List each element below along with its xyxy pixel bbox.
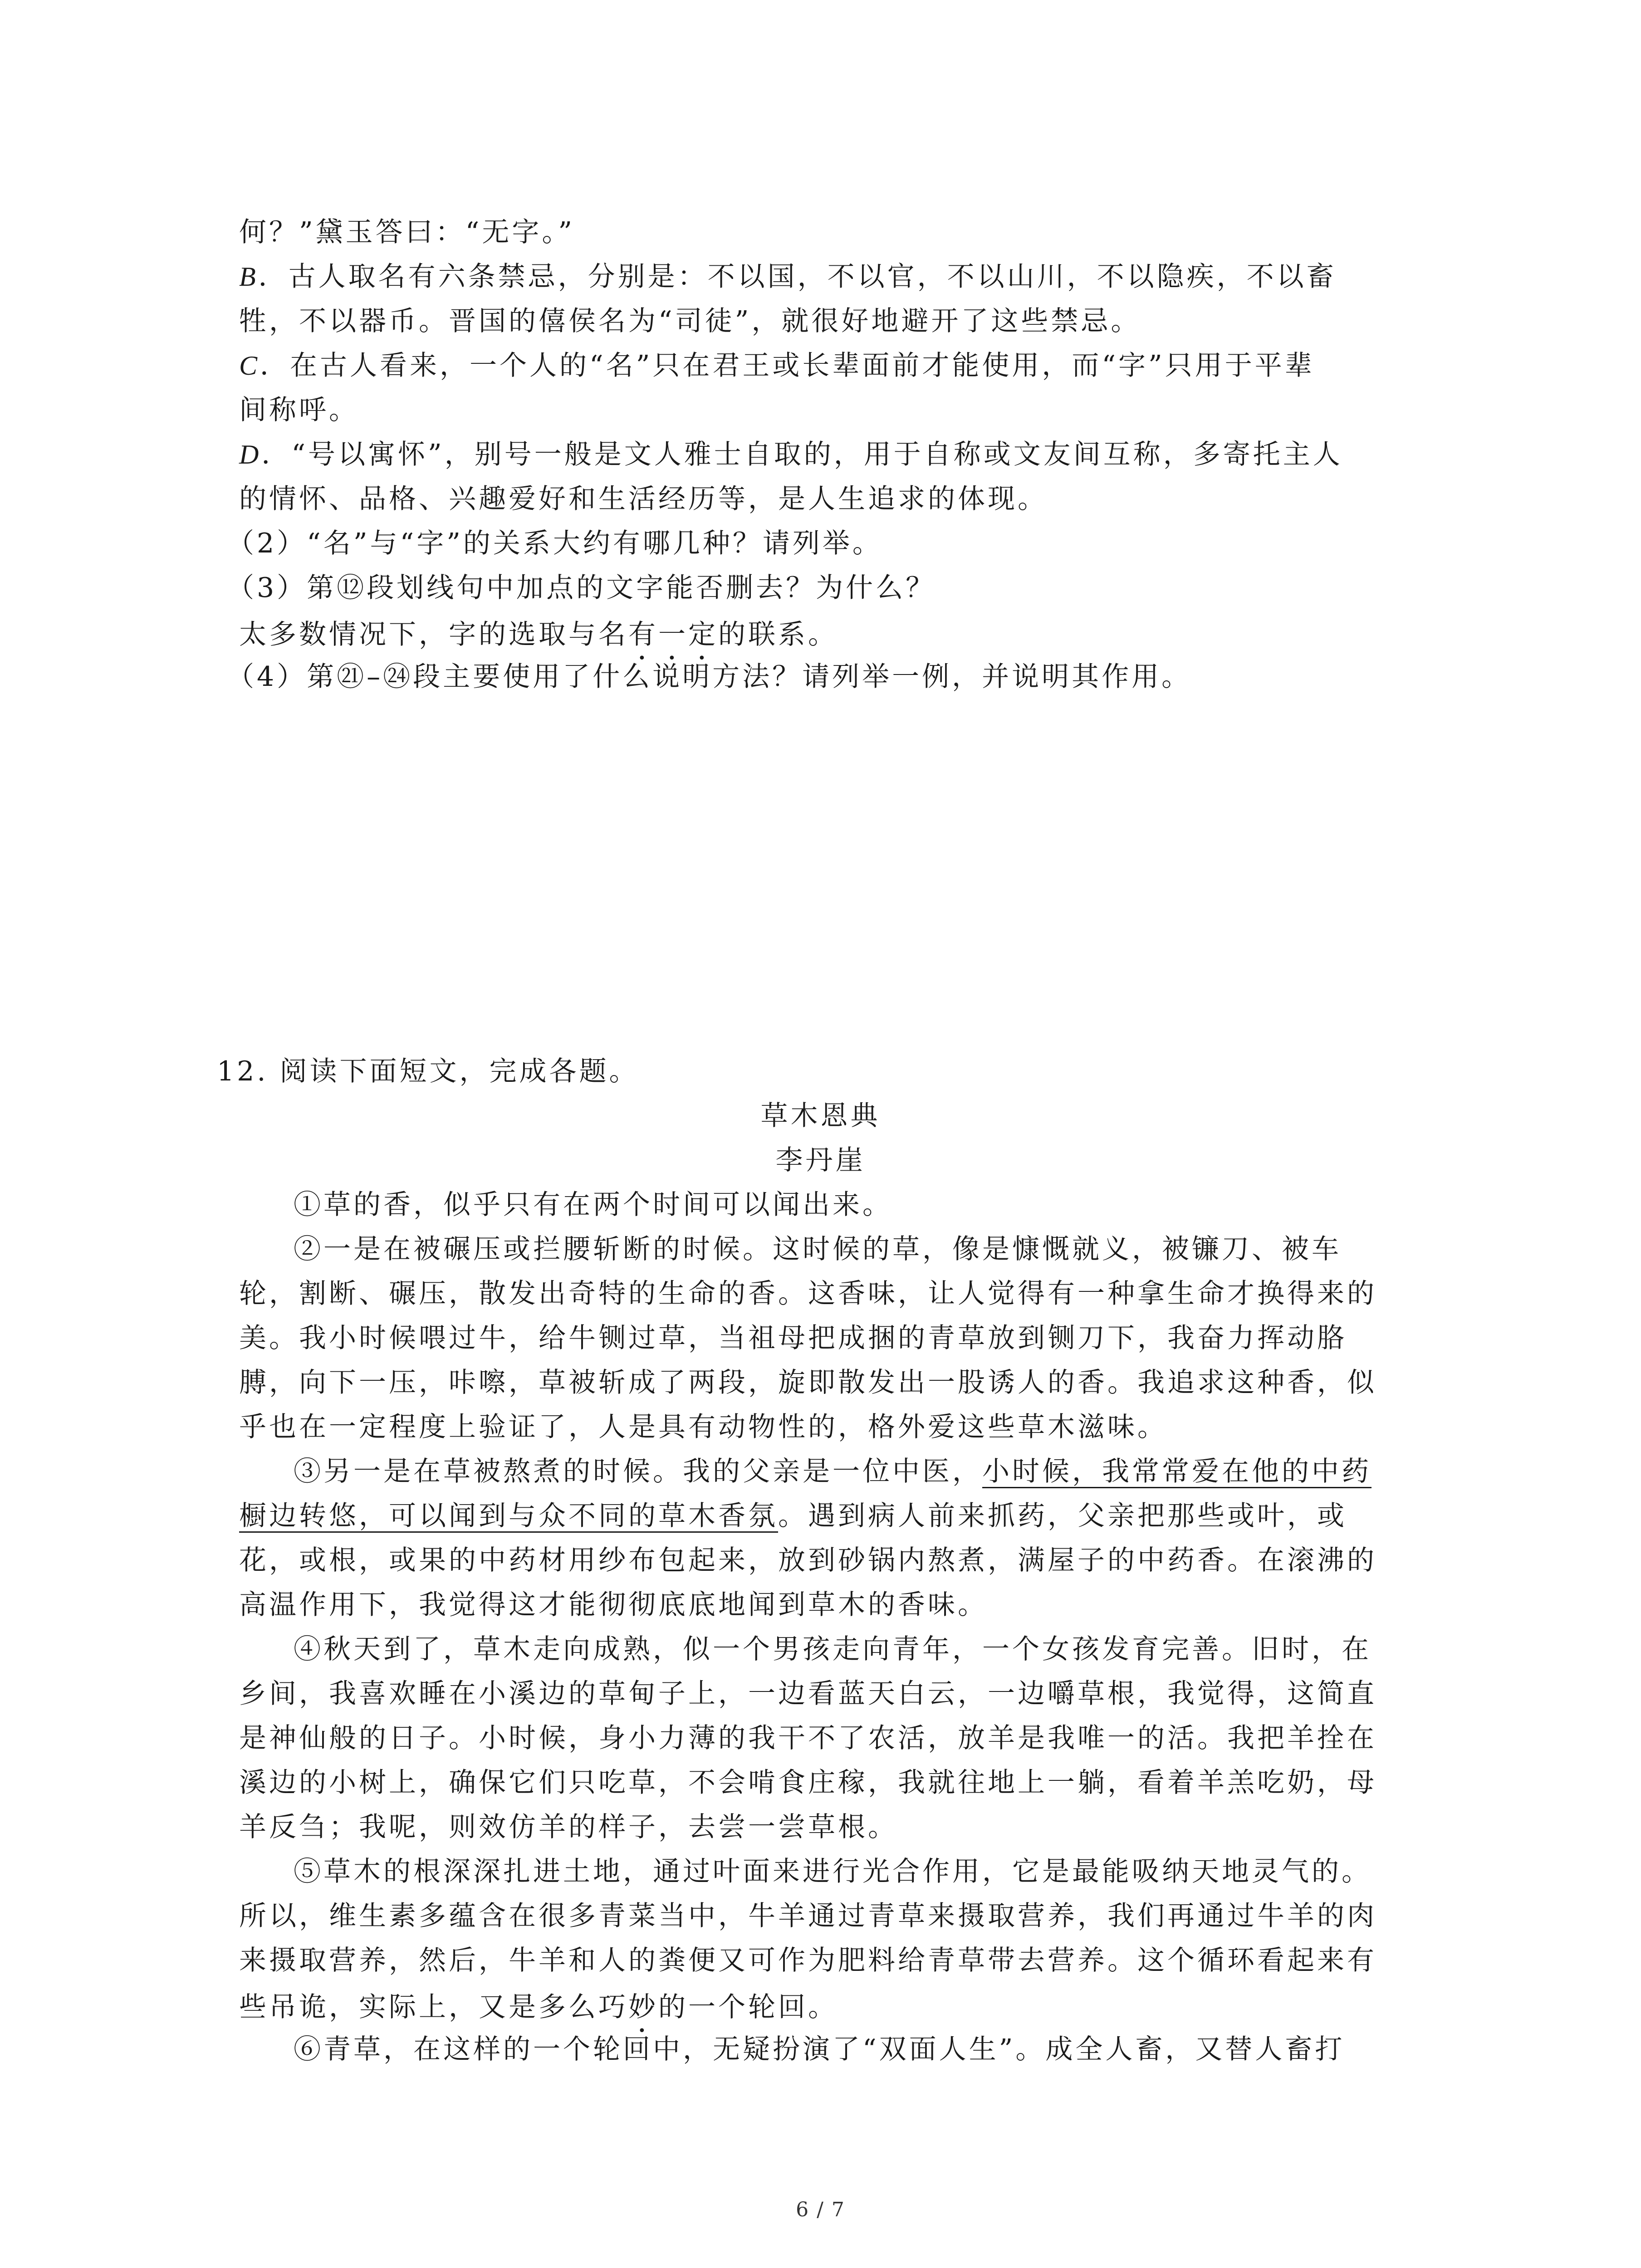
paragraph-2-line-2: 轮，割断、碾压，散发出奇特的生命的香。这香味，让人觉得有一种拿生命才换得来的 — [239, 1278, 1377, 1310]
paragraph-5-line-3: 来摄取营养，然后，牛羊和人的粪便又可作为肥料给青草带去营养。这个循环看起来有 — [239, 1945, 1377, 1976]
option-c-line-1 — [239, 352, 1315, 379]
quote-dotted-words: 有一定 — [628, 619, 718, 650]
p5-dotted-word: 妙 — [628, 1991, 658, 2023]
sub-question-4: （4）第㉑–㉔段主要使用了什么说明方法？请列举一例，并说明其作用。 — [227, 661, 1192, 693]
option-b-line-1 — [239, 261, 1337, 293]
p3-text-pre: ③另一是在草被熬煮的时候。我的父亲是一位中医， — [294, 1456, 982, 1487]
paragraph-4-line-5: 羊反刍；我呢，则效仿羊的样子，去尝一尝草根。 — [239, 1811, 898, 1843]
paragraph-4-line-1: ④秋天到了，草木走向成熟，似一个男孩走向青年，一个女孩发育完善。旧时，在 — [294, 1633, 1372, 1665]
option-b-text-1: ．古人取名有六条禁忌，分别是：不以国，不以官，不以山川，不以隐疾，不以畜 — [258, 261, 1337, 293]
option-c-line-2: 间称呼。 — [239, 394, 359, 426]
p3-underlined-sentence-2: 橱边转悠，可以闻到与众不同的草木香氛 — [239, 1500, 778, 1532]
question-12-stem: 12. 阅读下面短文，完成各题。 — [217, 1056, 639, 1087]
paragraph-1: ①草的香，似乎只有在两个时间可以闻出来。 — [294, 1189, 892, 1221]
paragraph-2-line-5: 乎也在一定程度上验证了，人是具有动物性的，格外爱这些草木滋味。 — [239, 1411, 1167, 1443]
quote-pre: 太多数情况下，字的选取与名 — [239, 619, 628, 650]
p3-text-post: 。遇到病人前来抓药，父亲把那些或叶，或 — [778, 1500, 1347, 1532]
paragraph-2-line-4: 膊，向下一压，咔嚓，草被斩成了两段，旋即散发出一股诱人的香。我追求这种香，似 — [239, 1367, 1377, 1398]
page-number: 6 / 7 — [796, 2198, 845, 2221]
article-title: 草木恩典 — [760, 1100, 881, 1132]
paragraph-4-line-2: 乡间，我喜欢睡在小溪边的草甸子上，一边看蓝天白云，一边嚼草根，我觉得，这简直 — [239, 1678, 1377, 1710]
quote-post: 的联系。 — [718, 619, 838, 650]
option-d-line-2: 的情怀、品格、兴趣爱好和生活经历等，是人生追求的体现。 — [239, 483, 1048, 515]
option-b-line-2: 牲，不以器币。晋国的僖侯名为“司徒”，就很好地避开了这些禁忌。 — [239, 305, 1141, 337]
option-c-letter: C — [239, 351, 260, 381]
paragraph-4-line-4: 溪边的小树上，确保它们只吃草，不会啃食庄稼，我就往地上一躺，看着羊羔吃奶，母 — [239, 1767, 1377, 1799]
p3-underlined-sentence-1: 小时候，我常常爱在他的中药 — [982, 1456, 1372, 1487]
paragraph-5-line-4 — [239, 1991, 838, 2039]
paragraph-6-line-1: ⑥青草，在这样的一个轮回中，无疑扮演了“双面人生”。成全人畜，又替人畜打 — [294, 2033, 1345, 2065]
option-c-text-1: ．在古人看来，一个人的“名”只在君王或长辈面前才能使用，而“字”只用于平辈 — [260, 350, 1315, 381]
paragraph-3-line-3: 花，或根，或果的中药材用纱布包起来，放到砂锅内熬煮，满屋子的中药香。在滚沸的 — [239, 1545, 1377, 1576]
p5-last-pre: 些吊诡，实际上，又是多么巧 — [239, 1991, 628, 2023]
p5-last-post: 的一个轮回。 — [658, 1991, 838, 2023]
option-d-text-1: ．“号以寓怀”，别号一般是文人雅士自取的，用于自称或文友间互称，多寄托主人 — [261, 439, 1343, 470]
sub-question-2: （2）“名”与“字”的关系大约有哪几种？请列举。 — [227, 528, 882, 559]
paragraph-4-line-3: 是神仙般的日子。小时候，身小力薄的我干不了农活，放羊是我唯一的活。我把羊拴在 — [239, 1722, 1377, 1754]
paragraph-3-line-1 — [294, 1458, 1372, 1485]
article-author: 李丹崖 — [775, 1144, 866, 1176]
sub-question-3: （3）第⑫段划线句中加点的文字能否删去？为什么？ — [227, 572, 936, 604]
option-b-letter: B — [239, 262, 259, 292]
option-d-letter: D — [239, 440, 262, 469]
paragraph-3-line-2 — [239, 1502, 1347, 1530]
paragraph-5-line-2: 所以，维生素多蕴含在很多青菜当中，牛羊通过青草来摄取营养，我们再通过牛羊的肉 — [239, 1900, 1377, 1932]
paragraph-5-line-1: ⑤草木的根深深扎进土地，通过叶面来进行光合作用，它是最能吸纳天地灵气的。 — [294, 1856, 1372, 1887]
paragraph-2-line-3: 美。我小时候喂过牛，给牛铡过草，当祖母把成捆的青草放到铡刀下，我奋力挥动胳 — [239, 1322, 1347, 1354]
paragraph-2-line-1: ②一是在被碾压或拦腰斩断的时候。这时候的草，像是慷慨就义，被镰刀、被车 — [294, 1233, 1342, 1265]
paragraph-3-line-4: 高温作用下，我觉得这才能彻彻底底地闻到草木的香味。 — [239, 1589, 988, 1621]
sub-question-3-quote — [239, 619, 838, 666]
option-a-tail: 何？”黛玉答曰：“无字。” — [239, 216, 575, 248]
option-d-line-1 — [239, 441, 1343, 468]
